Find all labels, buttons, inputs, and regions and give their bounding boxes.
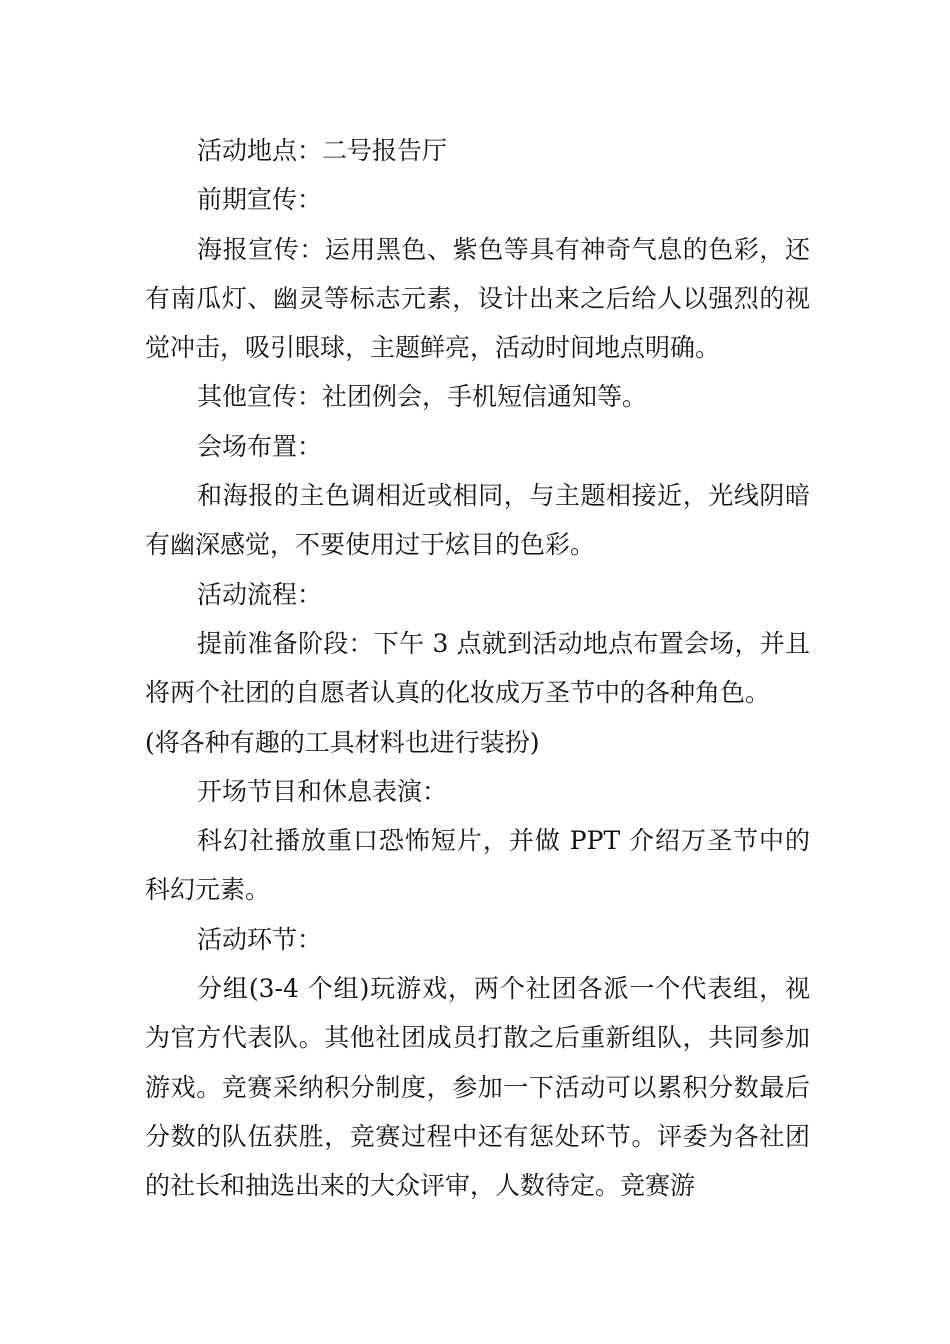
paragraph-other-promotion: 其他宣传：社团例会，手机短信通知等。 xyxy=(197,382,648,412)
paragraph-preparation-note: (将各种有趣的工具材料也进行装扮) xyxy=(145,727,540,757)
paragraph-activity-heading: 活动环节： xyxy=(197,924,323,954)
paragraph-activity: 分组(3-4 个组)玩游戏，两个社团各派一个代表组，视为官方代表队。其他社团成员打散之后重新组队，共同参加游戏。竞赛采纳积分制度，参加一下活动可以累积分数最后分数的队伍获胜，竞赛过程中还有惩处环节。评委为各社团的社长和抽选出来的大众评审，人数待定。竞赛游 xyxy=(145,974,810,1201)
paragraph-opening-heading: 开场节目和休息表演： xyxy=(197,776,448,806)
paragraph-venue-setup: 和海报的主色调相近或相同，与主题相接近，光线阴暗有幽深感觉，不要使用过于炫目的色彩。 xyxy=(145,481,810,560)
paragraph-preparation: 提前准备阶段：下午 3 点就到活动地点布置会场，并且将两个社团的自愿者认真的化妆成万圣节中的各种角色。 xyxy=(145,628,810,708)
document-body xyxy=(145,126,810,1211)
paragraph-opening: 科幻社播放重口恐怖短片，并做 PPT 介绍万圣节中的科幻元素。 xyxy=(145,826,810,905)
paragraph-process-heading: 活动流程： xyxy=(197,579,323,609)
paragraph-venue-setup-heading: 会场布置： xyxy=(197,431,323,461)
paragraph-poster-promotion: 海报宣传：运用黑色、紫色等具有神奇气息的色彩，还有南瓜灯、幽灵等标志元素，设计出来之后给人以强烈的视觉冲击，吸引眼球，主题鲜亮，活动时间地点明确。 xyxy=(145,234,810,363)
paragraph-venue: 活动地点：二号报告厅 xyxy=(197,136,448,165)
paragraph-promotion-heading: 前期宣传： xyxy=(197,185,323,215)
